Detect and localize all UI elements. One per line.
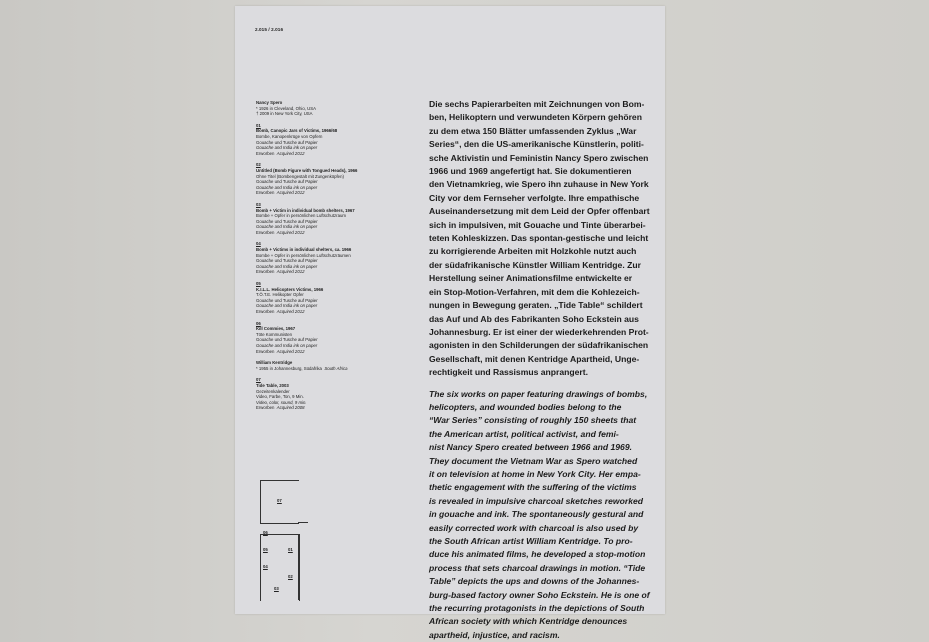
work-title: Bomb, Canopic Jars of Victims, 1966/68 bbox=[256, 128, 338, 134]
text-line: City vor dem Fernseher verfolgte. Ihre empathische bbox=[429, 192, 640, 203]
plan-label: 04 bbox=[263, 564, 268, 569]
work-entry bbox=[256, 241, 416, 275]
work-title-de: Bombe + Opfer in persönlichen Luftschutzräumen bbox=[256, 252, 351, 258]
work-medium-de: Gouache und Tusche auf Papier bbox=[256, 139, 318, 145]
english-paragraph bbox=[429, 388, 650, 642]
works-list bbox=[256, 100, 416, 411]
plan-label: 02 bbox=[288, 574, 293, 579]
work-title-de: Ohne Titel (Bombengestalt mit Zungenköpfen) bbox=[256, 173, 344, 179]
work-medium-en: Gouache and India ink on paper bbox=[256, 303, 318, 309]
text-line: das Auf und Ab des Fabrikanten Soho Eckstein aus bbox=[429, 313, 639, 324]
text-line: rechtigkeit und Rassismus anprangert. bbox=[429, 367, 589, 378]
work-acquired: Erworben Acquired 2012 bbox=[256, 348, 305, 354]
work-title-de: Bombe, Kanopenkrüge von Opfern bbox=[256, 133, 323, 139]
work-acquired: Erworben Acquired 2008 bbox=[256, 405, 305, 411]
work-number: 04 bbox=[256, 241, 261, 247]
text-line: Herstellung seiner Animationsfilme entwickelte er bbox=[429, 273, 633, 284]
text-line: African society with which Kentridge denounces bbox=[429, 616, 628, 627]
text-line: ein Stop-Motion-Verfahren, mit dem die Kohlezeich- bbox=[429, 286, 640, 297]
floor-plan-diagram bbox=[260, 480, 330, 600]
text-line: the American artist, political activist, and femi- bbox=[429, 428, 619, 439]
plan-label: 01 bbox=[288, 547, 293, 552]
text-line: zu korrigierende Arbeiten mit Holzkohle nutzt auch bbox=[429, 246, 637, 257]
work-medium-en: Video, color, sound, 9 min. bbox=[256, 399, 307, 405]
artist-name: Nancy Spero bbox=[256, 100, 283, 105]
work-medium-de: Gouache und Tusche auf Papier bbox=[256, 218, 318, 224]
text-line: Auseinandersetzung mit dem Leid der Opfer offenbart bbox=[429, 206, 650, 217]
work-medium-en: Gouache and India ink on paper bbox=[256, 184, 318, 190]
artist-name: William Kentridge bbox=[256, 360, 293, 366]
text-line: They document the Vietnam War as Spero watched bbox=[429, 455, 638, 466]
text-line: 1966 und 1969 angefertigt hat. Sie dokumentieren bbox=[429, 166, 632, 177]
work-medium-de: Gouache und Tusche auf Papier bbox=[256, 337, 318, 343]
text-line: it on television at home in New York City. Her empa- bbox=[429, 468, 641, 479]
text-line: Johannesburg. Er ist einer der wiederkehrenden Prot- bbox=[429, 326, 649, 337]
plan-label: 05 bbox=[263, 547, 268, 552]
work-medium-en: Gouache and India ink on paper bbox=[256, 342, 318, 348]
work-number: 07 bbox=[256, 377, 261, 383]
work-entry bbox=[256, 162, 416, 196]
work-entry bbox=[256, 123, 416, 157]
work-title-de: T.Ö.T.E. Helikopter Opfer bbox=[256, 292, 304, 298]
work-entry bbox=[256, 202, 416, 236]
text-line: Table” depicts the ups and downs of the Johannes- bbox=[429, 576, 640, 587]
plan-room-divider bbox=[298, 522, 308, 523]
german-paragraph bbox=[429, 98, 650, 380]
text-line: sich in impulsiven, mit Gouache und Tinte überarbei- bbox=[429, 219, 646, 230]
text-line: teten Kohleskizzen. Das spontan-gestische und leicht bbox=[429, 233, 649, 244]
work-medium-en: Gouache and India ink on paper bbox=[256, 145, 318, 151]
work-acquired: Erworben Acquired 2012 bbox=[256, 309, 305, 314]
text-line: “War Series” consisting of roughly 150 sheets that bbox=[429, 415, 637, 426]
work-title-de: Gezeitenkalender bbox=[256, 388, 290, 394]
work-entry bbox=[256, 321, 416, 355]
work-medium-de: Gouache und Tusche auf Papier bbox=[256, 258, 318, 264]
text-line: nungen in Bewegung geraten. „Tide Table“ schildert bbox=[429, 300, 643, 311]
work-title: Bomb + Victims in individual shelters, ca. 1966 bbox=[256, 247, 352, 253]
work-title-de: Töte Kommunisten bbox=[256, 331, 293, 337]
work-number: 01 bbox=[256, 122, 261, 128]
text-line: apartheid, injustice, and racism. bbox=[429, 629, 560, 640]
text-line: den Vietnamkrieg, wie Spero ihn zuhause in New York bbox=[429, 179, 649, 190]
work-title: K.I.L.L. Helicopters Victims, 1966 bbox=[256, 286, 324, 292]
text-line: helicopters, and wounded bodies belong to the bbox=[429, 401, 622, 412]
work-medium-de: Video, Farbe, Ton, 9 Min. bbox=[256, 394, 304, 400]
text-line: The six works on paper featuring drawings of bombs, bbox=[429, 388, 648, 399]
work-acquired: Erworben Acquired 2012 bbox=[256, 229, 305, 235]
text-line: easily corrected work with charcoal is also used by bbox=[429, 522, 639, 533]
work-title: Untitled (Bomb Figure with Tongued Heads), 1966 bbox=[256, 167, 358, 173]
artist-died: † 2009 in New York City, USA bbox=[256, 111, 313, 117]
text-line: ben, Helikoptern und verwundeten Körpern gehören bbox=[429, 112, 642, 123]
work-number: 02 bbox=[256, 162, 261, 168]
work-entry bbox=[256, 281, 416, 315]
text-line: Series“, den die US-amerikanische Künstlerin, politi- bbox=[429, 139, 644, 150]
plan-room-bottom-right bbox=[298, 534, 299, 600]
plan-label: 06 bbox=[263, 530, 268, 535]
text-line: Die sechs Papierarbeiten mit Zeichnungen von Bom- bbox=[429, 99, 645, 109]
work-number: 06 bbox=[256, 320, 261, 326]
text-line: the South African artist William Kentridge. To pro- bbox=[429, 536, 633, 546]
plan-label: 03 bbox=[274, 586, 279, 591]
text-line: process that sets charcoal drawings in motion. “Tide bbox=[429, 562, 646, 573]
artist-born: * 1926 in Cleveland, Ohio, USA bbox=[256, 105, 316, 111]
text-line: zu dem etwa 150 Blätter umfassenden Zyklus „War bbox=[429, 125, 637, 136]
work-acquired: Erworben Acquired 2012 bbox=[256, 150, 305, 156]
work-acquired: Erworben Acquired 2012 bbox=[256, 190, 305, 196]
plan-label: 07 bbox=[277, 498, 282, 503]
text-line: der südafrikanische Künstler William Kentridge. Zur bbox=[429, 259, 641, 270]
work-acquired: Erworben Acquired 2012 bbox=[256, 269, 305, 275]
text-line: in gouache and ink. The spontaneously gestural and bbox=[429, 509, 644, 520]
description-text bbox=[429, 98, 650, 642]
text-line: burg-based factory owner Soho Eckstein. He is one of bbox=[429, 589, 650, 600]
text-line: is revealed in impulsive charcoal sketches reworked bbox=[429, 495, 643, 506]
text-line: agonisten in den Schilderungen der südafrikanischen bbox=[429, 340, 649, 351]
work-title: Kill Commies, 1967 bbox=[256, 326, 296, 332]
artist-born: * 1955 in Johannesburg, Südafrika South Africa bbox=[256, 365, 348, 371]
work-entry bbox=[256, 377, 416, 411]
work-title: Bomb + Victim in individual bomb shelters, 1967 bbox=[256, 207, 355, 213]
work-title: Tide Table, 2003 bbox=[256, 382, 289, 388]
work-medium-en: Gouache and India ink on paper bbox=[256, 263, 318, 269]
work-medium-de: Gouache und Tusche auf Papier bbox=[256, 297, 318, 303]
text-line: duce his animated films, he developed a stop-motion bbox=[429, 549, 646, 560]
work-title-de: Bombe + Opfer in persönlichen Luftschutzraum bbox=[256, 213, 346, 219]
work-medium-en: Gouache and India ink on paper bbox=[256, 224, 318, 230]
reference-number: 2.015 / 2.016 bbox=[255, 27, 284, 32]
artist-block-kentridge bbox=[256, 360, 416, 411]
text-line: nist Nancy Spero created between 1966 and 1969. bbox=[429, 442, 632, 453]
wall-label-panel bbox=[235, 6, 665, 640]
work-medium-de: Gouache und Tusche auf Papier bbox=[256, 179, 318, 185]
text-line: sche Aktivistin und Feministin Nancy Spero zwischen bbox=[429, 152, 649, 163]
text-line: the recurring protagonists in the depictions of South bbox=[429, 603, 645, 614]
work-number: 05 bbox=[256, 281, 261, 287]
text-line: Gesellschaft, mit denen Kentridge Apartheid, Unge- bbox=[429, 353, 640, 364]
text-line: thetic engagement with the suffering of the victims bbox=[429, 482, 637, 493]
artist-block-spero bbox=[256, 100, 416, 354]
work-number: 03 bbox=[256, 201, 261, 207]
